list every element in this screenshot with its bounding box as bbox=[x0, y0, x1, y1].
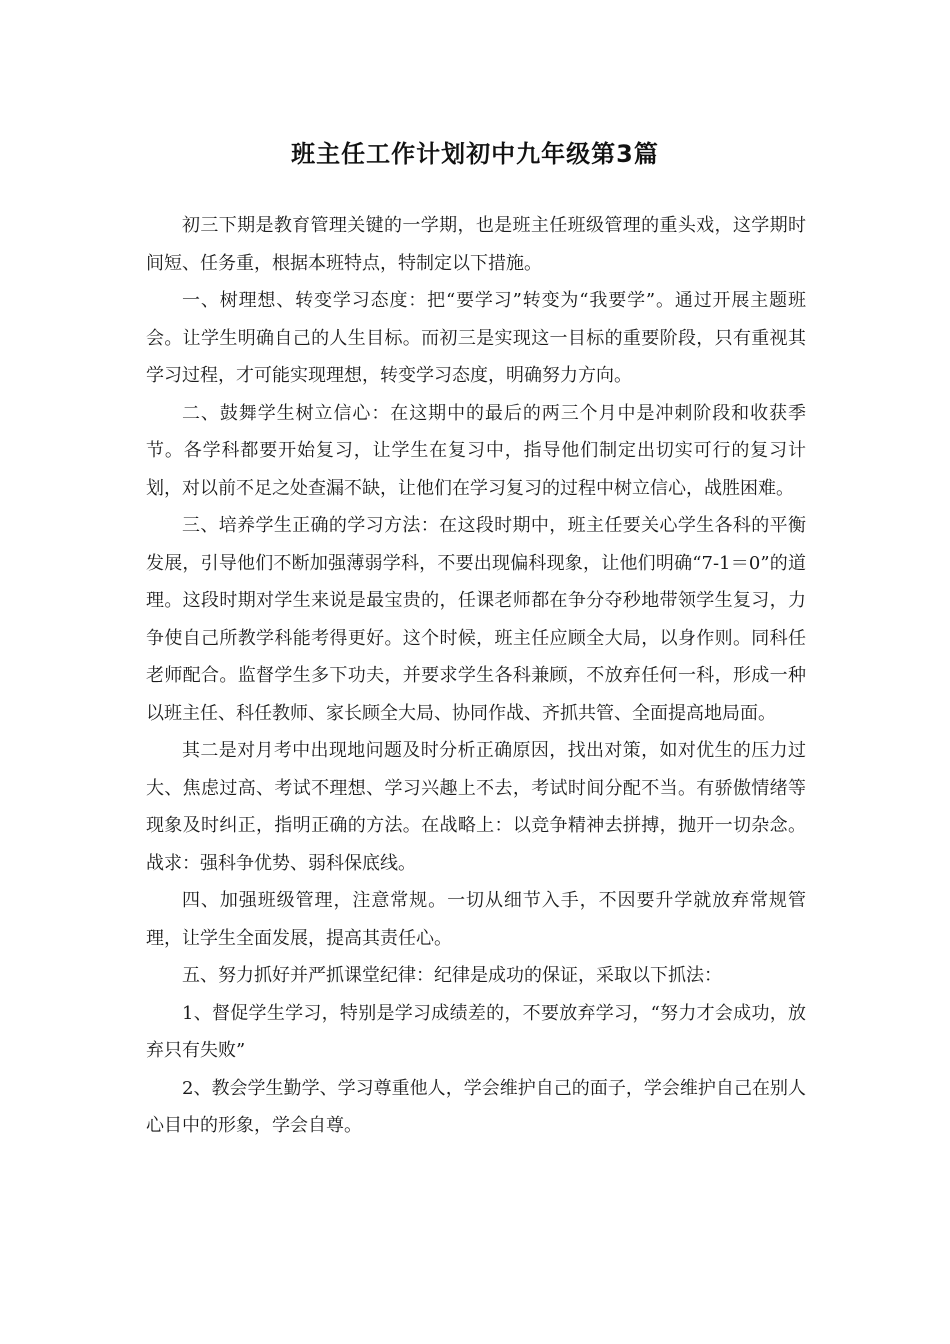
document-title: 班主任工作计划初中九年级第3篇 bbox=[291, 140, 659, 168]
document-body bbox=[146, 207, 806, 1145]
paragraph-section-3-continued: 其二是对月考中出现地问题及时分析正确原因，找出对策，如对优生的压力过大、焦虑过高、考试不理想、学习兴趣上不去，考试时间分配不当。有骄傲情绪等现象及时纠正，指明正确的方法。在战略上：以竞争精神去拼搏，抛开一切杂念。战求：强科争优势、弱科保底线。 bbox=[146, 740, 806, 874]
paragraph-section-5: 五、努力抓好并严抓课堂纪律：纪律是成功的保证，采取以下抓法： bbox=[182, 965, 722, 986]
paragraph-item-1: 1、督促学生学习，特别是学习成绩差的，不要放弃学习，“努力才会成功，放弃只有失败” bbox=[146, 1002, 806, 1061]
paragraph-section-1: 一、树理想、转变学习态度：把“要学习”转变为“我要学”。通过开展主题班会。让学生明确自己的人生目标。而初三是实现这一目标的重要阶段，只有重视其学习过程，才可能实现理想，转变学习态度，明确努力方向。 bbox=[146, 290, 806, 386]
paragraph-item-2: 2、教会学生勤学、学习尊重他人，学会维护自己的面子，学会维护自己在别人心目中的形象，学会自尊。 bbox=[146, 1077, 806, 1136]
paragraph-section-3: 三、培养学生正确的学习方法：在这段时期中，班主任要关心学生各科的平衡发展，引导他们不断加强薄弱学科，不要出现偏科现象，让他们明确“7-1＝0”的道理。这段时期对学生来说是最宝贵的，任课老师都在争分夺秒地带领学生复习，力争使自己所教学科能考得更好。这个时候，班主任应顾全大局，以身作则。同科任老师配合。监督学生多下功夫，并要求学生各科兼顾，不放弃任何一科，形成一种以班主任、科任教师、家长顾全大局、协同作战、齐抓共管、全面提高地局面。 bbox=[146, 515, 806, 724]
paragraph-intro: 初三下期是教育管理关键的一学期，也是班主任班级管理的重头戏，这学期时间短、任务重，根据本班特点，特制定以下措施。 bbox=[146, 215, 806, 274]
paragraph-section-4: 四、加强班级管理，注意常规。一切从细节入手，不因要升学就放弃常规管理，让学生全面发展，提高其责任心。 bbox=[146, 890, 806, 949]
paragraph-section-2: 二、鼓舞学生树立信心：在这期中的最后的两三个月中是冲刺阶段和收获季节。各学科都要开始复习，让学生在复习中，指导他们制定出切实可行的复习计划，对以前不足之处查漏不缺，让他们在学习复习的过程中树立信心，战胜困难。 bbox=[146, 402, 806, 499]
